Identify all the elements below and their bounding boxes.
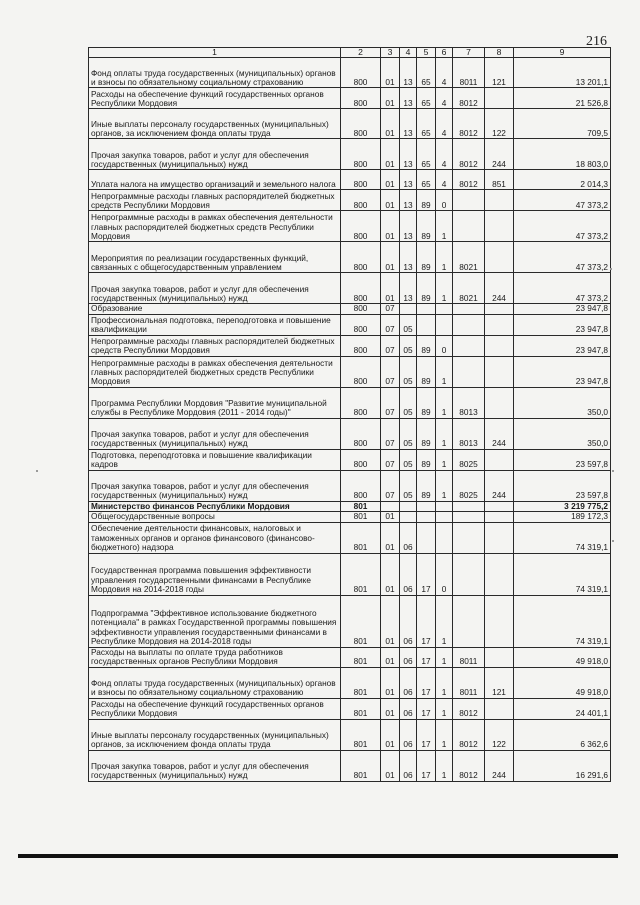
table-row [89, 418, 611, 449]
code-subprogram: 1 [436, 698, 453, 719]
code-ministry: 800 [341, 190, 381, 211]
code-direction: 8021 [453, 273, 485, 304]
table-row [89, 242, 611, 273]
code-ministry: 800 [341, 470, 381, 501]
code-expense-type: 244 [485, 418, 514, 449]
code-program: 17 [417, 595, 436, 647]
code-ministry: 800 [341, 273, 381, 304]
row-name: Прочая закупка товаров, работ и услуг для обеспечения государственных (муниципальных) нужд [89, 750, 341, 781]
table-row [89, 667, 611, 698]
code-program: 89 [417, 470, 436, 501]
row-name: Уплата налога на имущество организаций и земельного налога [89, 170, 341, 190]
code-expense-type: 122 [485, 719, 514, 750]
row-name: Обеспечение деятельности финансовых, налоговых и таможенных органов и органов финансового (финансово-бюджетного) надзора [89, 522, 341, 553]
code-program: 65 [417, 109, 436, 139]
code-program: 89 [417, 356, 436, 387]
code-section: 01 [381, 211, 400, 242]
code-subsection: 05 [400, 418, 417, 449]
table-row [89, 595, 611, 647]
code-subprogram: 4 [436, 109, 453, 139]
code-ministry: 800 [341, 418, 381, 449]
row-amount: 74 319,1 [514, 553, 611, 595]
row-name: Программа Республики Мордовия "Развитие муниципальной службы в Республике Мордовия (2011 - 2014 годы)" [89, 387, 341, 418]
code-ministry: 801 [341, 698, 381, 719]
row-amount: 709,5 [514, 109, 611, 139]
table-row [89, 109, 611, 139]
code-ministry: 801 [341, 750, 381, 781]
code-subprogram: 1 [436, 750, 453, 781]
table-row [89, 501, 611, 511]
code-program: 17 [417, 647, 436, 667]
code-subprogram: 1 [436, 667, 453, 698]
code-expense-type: 122 [485, 109, 514, 139]
table-row [89, 698, 611, 719]
code-section: 01 [381, 647, 400, 667]
code-subsection: 05 [400, 356, 417, 387]
code-expense-type [485, 387, 514, 418]
code-expense-type [485, 314, 514, 335]
code-subprogram: 1 [436, 242, 453, 273]
code-subprogram: 1 [436, 273, 453, 304]
code-ministry: 801 [341, 595, 381, 647]
code-program [417, 314, 436, 335]
code-subprogram: 1 [436, 418, 453, 449]
code-program: 17 [417, 750, 436, 781]
row-name: Иные выплаты персоналу государственных (муниципальных) органов, за исключением фонда оплаты труда [89, 109, 341, 139]
code-direction: 8011 [453, 58, 485, 88]
code-section: 07 [381, 304, 400, 314]
code-ministry: 801 [341, 512, 381, 522]
code-expense-type [485, 501, 514, 511]
row-name: Иные выплаты персоналу государственных (муниципальных) органов, за исключением фонда оплаты труда [89, 719, 341, 750]
code-subprogram: 1 [436, 719, 453, 750]
row-amount: 74 319,1 [514, 522, 611, 553]
row-amount: 47 373,2 [514, 211, 611, 242]
code-expense-type [485, 449, 514, 470]
code-program: 65 [417, 170, 436, 190]
row-name: Государственная программа повышения эффективности управления государственными финансами в Республике Мордовия на 2014-2018 годы [89, 553, 341, 595]
header-cell: 1 [89, 48, 341, 58]
header-cell: 8 [485, 48, 514, 58]
code-ministry: 801 [341, 719, 381, 750]
row-name: Подпрограмма "Эффективное использование бюджетного потенциала" в рамках Государственной программы повышения эффективности управления государственными финансами в Республике Мордовия на 2014-2018 годы [89, 595, 341, 647]
code-subsection: 06 [400, 719, 417, 750]
row-name: Расходы на выплаты по оплате труда работников государственных органов Республики Мордовия [89, 647, 341, 667]
row-amount: 6 362,6 [514, 719, 611, 750]
table-row [89, 88, 611, 109]
code-section: 01 [381, 698, 400, 719]
code-section: 01 [381, 750, 400, 781]
row-amount: 47 373,2 [514, 273, 611, 304]
code-ministry: 801 [341, 522, 381, 553]
table-row [89, 449, 611, 470]
code-subprogram: 1 [436, 356, 453, 387]
code-section: 01 [381, 512, 400, 522]
code-direction [453, 553, 485, 595]
code-subsection: 06 [400, 647, 417, 667]
code-direction: 8012 [453, 88, 485, 109]
table-row [89, 719, 611, 750]
code-direction [453, 512, 485, 522]
table-header-row [89, 48, 611, 58]
code-section: 01 [381, 139, 400, 170]
table-row [89, 553, 611, 595]
code-program: 89 [417, 387, 436, 418]
row-amount: 49 918,0 [514, 647, 611, 667]
code-subprogram: 1 [436, 387, 453, 418]
code-direction [453, 522, 485, 553]
row-name: Непрограммные расходы в рамках обеспечения деятельности главных распорядителей бюджетных средств Республики Мордовия [89, 211, 341, 242]
code-section: 01 [381, 58, 400, 88]
code-program: 89 [417, 449, 436, 470]
code-subsection: 13 [400, 139, 417, 170]
table-row [89, 470, 611, 501]
code-program: 17 [417, 719, 436, 750]
row-name: Прочая закупка товаров, работ и услуг для обеспечения государственных (муниципальных) нужд [89, 418, 341, 449]
code-expense-type [485, 522, 514, 553]
header-cell: 3 [381, 48, 400, 58]
table-body [89, 58, 611, 781]
row-name: Непрограммные расходы главных распорядителей бюджетных средств Республики Мордовия [89, 190, 341, 211]
row-amount: 23 597,8 [514, 449, 611, 470]
row-name: Фонд оплаты труда государственных (муниципальных) органов и взносы по обязательному социальному страхованию [89, 58, 341, 88]
code-program: 89 [417, 335, 436, 356]
scan-mark [612, 540, 614, 542]
code-subsection: 05 [400, 335, 417, 356]
code-ministry: 800 [341, 58, 381, 88]
row-amount: 189 172,3 [514, 512, 611, 522]
row-name: Образование [89, 304, 341, 314]
code-direction: 8012 [453, 698, 485, 719]
code-program: 65 [417, 58, 436, 88]
code-direction: 8012 [453, 170, 485, 190]
row-amount: 49 918,0 [514, 667, 611, 698]
code-subprogram [436, 512, 453, 522]
code-subprogram [436, 314, 453, 335]
code-program: 17 [417, 698, 436, 719]
code-subsection: 13 [400, 242, 417, 273]
page-number: 216 [586, 34, 607, 49]
code-ministry: 800 [341, 387, 381, 418]
header-cell: 7 [453, 48, 485, 58]
header-cell: 4 [400, 48, 417, 58]
code-expense-type [485, 242, 514, 273]
code-ministry: 801 [341, 647, 381, 667]
code-section: 01 [381, 273, 400, 304]
code-direction: 8013 [453, 418, 485, 449]
row-amount: 3 219 775,2 [514, 501, 611, 511]
code-subprogram: 0 [436, 190, 453, 211]
code-direction: 8021 [453, 242, 485, 273]
code-subprogram [436, 501, 453, 511]
row-amount: 23 947,8 [514, 304, 611, 314]
code-section: 07 [381, 449, 400, 470]
code-subsection: 13 [400, 170, 417, 190]
code-expense-type [485, 190, 514, 211]
row-name: Прочая закупка товаров, работ и услуг для обеспечения государственных (муниципальных) нужд [89, 470, 341, 501]
code-section: 01 [381, 88, 400, 109]
bottom-rule [18, 854, 618, 858]
code-subsection: 13 [400, 109, 417, 139]
code-subsection: 05 [400, 470, 417, 501]
code-subprogram: 1 [436, 211, 453, 242]
table-row [89, 314, 611, 335]
code-section: 07 [381, 418, 400, 449]
code-direction: 8011 [453, 647, 485, 667]
code-subsection: 05 [400, 387, 417, 418]
row-amount: 350,0 [514, 418, 611, 449]
code-ministry: 800 [341, 314, 381, 335]
code-program: 89 [417, 211, 436, 242]
row-amount: 18 803,0 [514, 139, 611, 170]
code-subsection: 06 [400, 667, 417, 698]
code-section: 01 [381, 595, 400, 647]
code-ministry: 800 [341, 304, 381, 314]
table-row [89, 139, 611, 170]
row-amount: 2 014,3 [514, 170, 611, 190]
row-name: Министерство финансов Республики Мордовия [89, 501, 341, 511]
code-section: 01 [381, 242, 400, 273]
code-expense-type [485, 553, 514, 595]
row-name: Непрограммные расходы главных распорядителей бюджетных средств Республики Мордовия [89, 335, 341, 356]
code-ministry: 800 [341, 449, 381, 470]
code-expense-type: 851 [485, 170, 514, 190]
code-expense-type [485, 595, 514, 647]
code-direction [453, 501, 485, 511]
code-direction [453, 304, 485, 314]
code-program: 89 [417, 418, 436, 449]
table-row [89, 304, 611, 314]
code-section: 07 [381, 470, 400, 501]
code-section [381, 501, 400, 511]
table-row [89, 750, 611, 781]
row-name: Непрограммные расходы в рамках обеспечения деятельности главных распорядителей бюджетных средств Республики Мордовия [89, 356, 341, 387]
scan-mark [610, 268, 612, 270]
code-direction [453, 356, 485, 387]
code-section: 01 [381, 109, 400, 139]
header-cell: 2 [341, 48, 381, 58]
table-row [89, 211, 611, 242]
header-cell: 5 [417, 48, 436, 58]
code-subsection: 13 [400, 88, 417, 109]
row-name: Общегосударственные вопросы [89, 512, 341, 522]
scan-mark [612, 470, 614, 472]
code-expense-type [485, 512, 514, 522]
code-direction [453, 595, 485, 647]
code-section: 07 [381, 356, 400, 387]
code-ministry: 800 [341, 356, 381, 387]
code-subprogram: 4 [436, 58, 453, 88]
code-subsection [400, 501, 417, 511]
code-expense-type: 121 [485, 667, 514, 698]
code-program [417, 522, 436, 553]
row-amount: 23 947,8 [514, 314, 611, 335]
code-ministry: 801 [341, 667, 381, 698]
code-section: 01 [381, 190, 400, 211]
code-subprogram: 4 [436, 170, 453, 190]
budget-table [88, 47, 611, 782]
row-amount: 47 373,2 [514, 190, 611, 211]
code-subsection [400, 304, 417, 314]
row-amount: 23 947,8 [514, 335, 611, 356]
code-subsection: 05 [400, 449, 417, 470]
code-section: 07 [381, 335, 400, 356]
code-subprogram: 1 [436, 595, 453, 647]
code-direction: 8012 [453, 719, 485, 750]
code-ministry: 800 [341, 139, 381, 170]
code-section: 07 [381, 387, 400, 418]
code-section: 01 [381, 522, 400, 553]
code-expense-type [485, 335, 514, 356]
code-direction [453, 314, 485, 335]
row-name: Расходы на обеспечение функций государственных органов Республики Мордовия [89, 698, 341, 719]
code-expense-type [485, 211, 514, 242]
code-direction [453, 335, 485, 356]
code-expense-type [485, 356, 514, 387]
code-program: 65 [417, 139, 436, 170]
code-direction: 8025 [453, 470, 485, 501]
code-ministry: 800 [341, 88, 381, 109]
code-section: 01 [381, 667, 400, 698]
code-expense-type: 244 [485, 273, 514, 304]
row-name: Профессиональная подготовка, переподготовка и повышение квалификации [89, 314, 341, 335]
row-name: Прочая закупка товаров, работ и услуг для обеспечения государственных (муниципальных) нужд [89, 139, 341, 170]
table-row [89, 273, 611, 304]
code-subprogram: 1 [436, 470, 453, 501]
code-direction [453, 211, 485, 242]
code-ministry: 800 [341, 170, 381, 190]
table-row [89, 522, 611, 553]
row-amount: 23 597,8 [514, 470, 611, 501]
code-subsection: 13 [400, 211, 417, 242]
code-section: 07 [381, 314, 400, 335]
code-program: 65 [417, 88, 436, 109]
code-ministry: 800 [341, 109, 381, 139]
code-subprogram: 1 [436, 647, 453, 667]
code-subprogram: 4 [436, 139, 453, 170]
code-subsection [400, 512, 417, 522]
code-ministry: 800 [341, 242, 381, 273]
row-amount: 24 401,1 [514, 698, 611, 719]
code-expense-type [485, 647, 514, 667]
row-amount: 16 291,6 [514, 750, 611, 781]
code-subsection: 13 [400, 58, 417, 88]
code-expense-type: 244 [485, 470, 514, 501]
table-row [89, 58, 611, 88]
table-row [89, 647, 611, 667]
code-direction [453, 190, 485, 211]
code-ministry: 800 [341, 211, 381, 242]
code-direction: 8025 [453, 449, 485, 470]
code-subprogram [436, 304, 453, 314]
code-subsection: 13 [400, 273, 417, 304]
table-row [89, 356, 611, 387]
row-name: Расходы на обеспечение функций государственных органов Республики Мордовия [89, 88, 341, 109]
code-expense-type [485, 304, 514, 314]
table-row [89, 387, 611, 418]
code-program: 89 [417, 190, 436, 211]
header-cell: 6 [436, 48, 453, 58]
code-expense-type [485, 698, 514, 719]
code-expense-type: 244 [485, 139, 514, 170]
code-expense-type: 244 [485, 750, 514, 781]
code-program [417, 501, 436, 511]
row-name: Мероприятия по реализации государственных функций, связанных с общегосударственным управлением [89, 242, 341, 273]
code-ministry: 801 [341, 501, 381, 511]
code-direction: 8011 [453, 667, 485, 698]
code-program: 17 [417, 553, 436, 595]
table-row [89, 512, 611, 522]
code-subsection: 06 [400, 750, 417, 781]
code-subsection: 06 [400, 553, 417, 595]
code-expense-type: 121 [485, 58, 514, 88]
row-amount: 13 201,1 [514, 58, 611, 88]
table-row [89, 335, 611, 356]
code-subprogram: 1 [436, 449, 453, 470]
code-subsection: 06 [400, 595, 417, 647]
code-subprogram: 0 [436, 335, 453, 356]
code-subprogram [436, 522, 453, 553]
row-name: Прочая закупка товаров, работ и услуг для обеспечения государственных (муниципальных) нужд [89, 273, 341, 304]
code-direction: 8012 [453, 109, 485, 139]
code-section: 01 [381, 170, 400, 190]
code-subsection: 06 [400, 698, 417, 719]
table-row [89, 190, 611, 211]
row-amount: 74 319,1 [514, 595, 611, 647]
code-subprogram: 4 [436, 88, 453, 109]
code-ministry: 800 [341, 335, 381, 356]
code-subsection: 05 [400, 314, 417, 335]
row-name: Подготовка, переподготовка и повышение квалификации кадров [89, 449, 341, 470]
code-ministry: 801 [341, 553, 381, 595]
row-amount: 350,0 [514, 387, 611, 418]
code-subprogram: 0 [436, 553, 453, 595]
code-section: 01 [381, 719, 400, 750]
code-program [417, 304, 436, 314]
code-subsection: 13 [400, 190, 417, 211]
code-subsection: 06 [400, 522, 417, 553]
row-name: Фонд оплаты труда государственных (муниципальных) органов и взносы по обязательному социальному страхованию [89, 667, 341, 698]
code-program: 89 [417, 242, 436, 273]
code-direction: 8013 [453, 387, 485, 418]
table-row [89, 170, 611, 190]
row-amount: 23 947,8 [514, 356, 611, 387]
code-program: 89 [417, 273, 436, 304]
code-direction: 8012 [453, 750, 485, 781]
code-program [417, 512, 436, 522]
scan-mark [36, 470, 38, 472]
row-amount: 47 373,2 [514, 242, 611, 273]
code-expense-type [485, 88, 514, 109]
code-section: 01 [381, 553, 400, 595]
header-cell: 9 [514, 48, 611, 58]
row-amount: 21 526,8 [514, 88, 611, 109]
code-program: 17 [417, 667, 436, 698]
code-direction: 8012 [453, 139, 485, 170]
